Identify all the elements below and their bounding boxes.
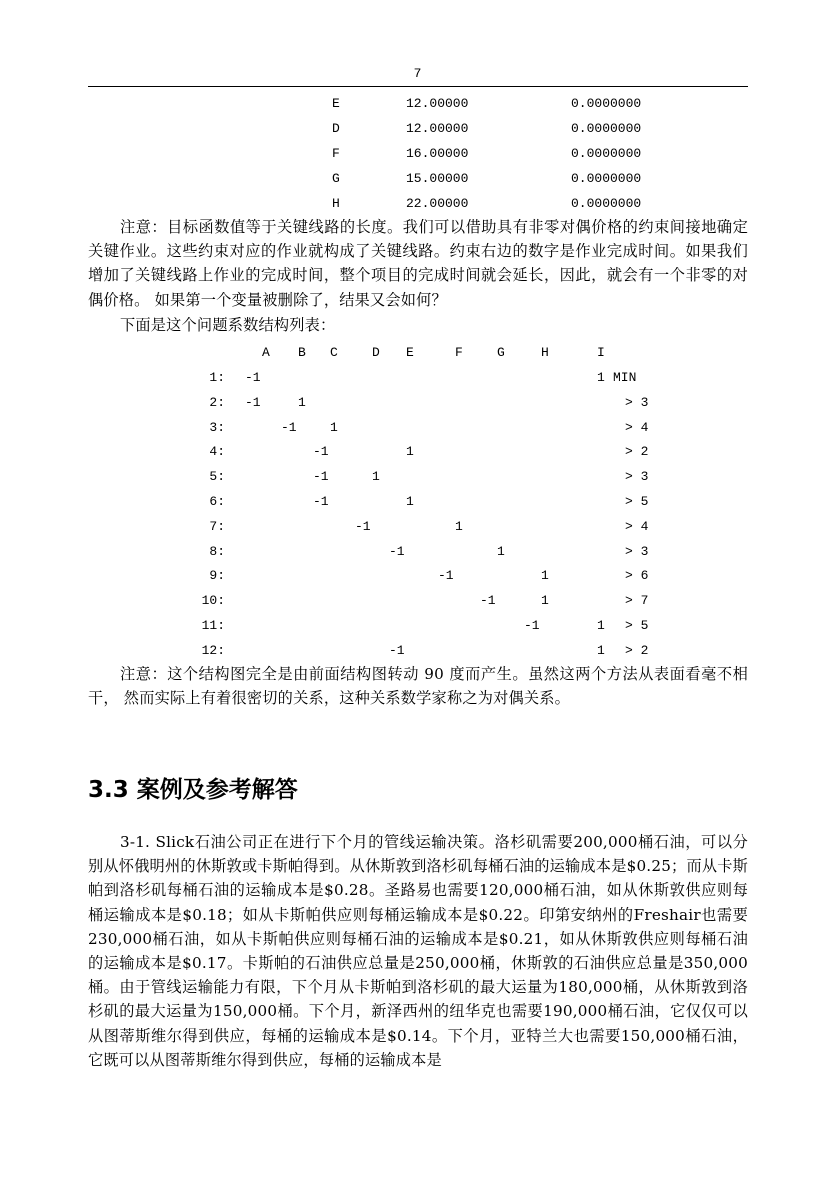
reduced-cost: 0.0000000 <box>571 96 642 111</box>
case-paragraph: 3-1. Slick石油公司正在进行下个月的管线运输决策。洛杉矶需要200,000桶石油，可以分别从怀俄明州的休斯敦或卡斯帕得到。从休斯敦到洛杉矶每桶石油的运输成本是$0.25；而从卡斯帕到洛杉矶每桶石油的运输成本是$0.28。圣路易也需要120,000桶石油，如从休斯敦供应则每桶运输成本是$0.18；如从卡斯帕供应则每桶运输成本是$0.22。印第安纳州的Freshair也需要230,000桶石油，如从卡斯帕供应则每桶石油的运输成本是$0.21，如从休斯敦供应则每桶石油的运输成本是$0.17。卡斯帕的石油供应总量是250,000桶，休斯敦的石油供应总量是350,000桶。由于管线运输能力有限，下个月从卡斯帕到洛杉矶的最大运量为180,000桶，从休斯敦到洛杉矶的最大运量为150,000桶。下个月，新泽西州的纽华克也需要190,000桶石油，它仅仅可以从图蒂斯维尔得到供应，每桶的运输成本是$0.14。下个月，亚特兰大也需要150,000桶石油，它既可以从图蒂斯维尔得到供应，每桶的运输成本是 <box>88 833 748 1069</box>
row-rhs: > 6 <box>625 568 649 584</box>
row-rhs: > 3 <box>625 394 649 410</box>
coefficient-cell: -1 <box>245 394 261 410</box>
variable-value: 12.00000 <box>406 121 469 136</box>
reduced-cost: 0.0000000 <box>571 196 642 211</box>
matrix-intro: 下面是这个问题系数结构列表： <box>120 316 336 334</box>
reduced-cost: 0.0000000 <box>571 171 642 186</box>
reduced-cost: 0.0000000 <box>571 146 642 161</box>
column-header: I <box>597 345 605 360</box>
coefficient-cell: 1 <box>455 518 463 534</box>
coefficient-cell: -1 <box>438 568 454 584</box>
note-paragraph-2: 注意：这个结构图完全是由前面结构图转动 90 度而产生。虽然这两个方法从表面看毫不相干， 然而实际上有着很密切的关系，这种关系数学家称之为对偶关系。 <box>88 665 748 708</box>
coefficient-cell: 1 <box>541 593 549 609</box>
row-rhs: > 2 <box>625 642 649 658</box>
row-label: 3: <box>209 419 225 435</box>
row-label: 8: <box>209 543 225 559</box>
coefficient-cell: 1 <box>406 494 414 509</box>
variable-name: F <box>332 146 340 161</box>
row-label: 10: <box>201 593 225 609</box>
variable-name: G <box>332 171 340 186</box>
coefficient-cell: -1 <box>313 494 329 509</box>
coefficient-cell: -1 <box>389 543 405 559</box>
note-paragraph-1: 注意：目标函数值等于关键线路的长度。我们可以借助具有非零对偶价格的约束间接地确定关键作业。这些约束对应的作业就构成了关键线路。约束右边的数字是作业完成时间。如果我们增加了关键线路上作业的完成时间，整个项目的完成时间就会延长，因此，就会有一个非零的对偶价格。 如果第一个变量被删除了，结果又会如何？ <box>88 218 748 309</box>
coefficient-cell: -1 <box>480 593 496 609</box>
variable-name: D <box>332 121 340 136</box>
column-header: G <box>497 345 505 360</box>
row-rhs: > 2 <box>625 444 649 460</box>
column-header: B <box>298 345 306 360</box>
coefficient-cell: 1 <box>406 444 414 460</box>
row-label: 5: <box>209 469 225 485</box>
column-header: F <box>455 345 463 360</box>
header-rule <box>88 86 748 87</box>
coefficient-cell: -1 <box>245 370 261 385</box>
coefficient-cell: -1 <box>524 618 540 633</box>
row-label: 6: <box>209 494 225 509</box>
row-label: 9: <box>209 568 225 584</box>
column-header: A <box>262 345 270 360</box>
row-label: 12: <box>201 642 225 658</box>
variable-value: 12.00000 <box>406 96 469 111</box>
variable-value: 22.00000 <box>406 196 469 211</box>
coefficient-cell: 1 <box>597 370 605 385</box>
page-number: 7 <box>413 66 422 81</box>
coefficient-cell: -1 <box>313 444 329 460</box>
coefficient-cell: -1 <box>313 469 329 485</box>
row-rhs: > 5 <box>625 494 649 509</box>
coefficient-cell: 1 <box>298 394 306 410</box>
row-label: 1: <box>209 370 225 385</box>
reduced-cost: 0.0000000 <box>571 121 642 136</box>
section-heading: 3.3 案例及参考解答 <box>88 777 298 803</box>
coefficient-cell: 1 <box>541 568 549 584</box>
row-rhs: > 7 <box>625 593 649 609</box>
row-rhs: MIN <box>613 370 637 385</box>
coefficient-cell: -1 <box>389 642 405 658</box>
row-label: 7: <box>209 518 225 534</box>
coefficient-cell: -1 <box>355 518 371 534</box>
variable-value: 16.00000 <box>406 146 469 161</box>
row-label: 2: <box>209 394 225 410</box>
coefficient-cell: 1 <box>597 642 605 658</box>
coefficient-cell: 1 <box>330 419 338 435</box>
variable-name: H <box>332 196 340 211</box>
row-rhs: > 3 <box>625 469 649 485</box>
column-header: D <box>372 345 380 360</box>
column-header: E <box>406 345 414 360</box>
row-rhs: > 5 <box>625 618 649 633</box>
column-header: C <box>330 345 338 360</box>
coefficient-cell: 1 <box>497 543 505 559</box>
coefficient-cell: 1 <box>597 618 605 633</box>
row-label: 4: <box>209 444 225 460</box>
row-rhs: > 3 <box>625 543 649 559</box>
variable-name: E <box>332 96 340 111</box>
column-header: H <box>541 345 549 360</box>
coefficient-cell: 1 <box>372 469 380 485</box>
coefficient-cell: -1 <box>281 419 297 435</box>
row-rhs: > 4 <box>625 419 649 435</box>
row-label: 11: <box>201 618 225 633</box>
row-rhs: > 4 <box>625 518 649 534</box>
variable-value: 15.00000 <box>406 171 469 186</box>
